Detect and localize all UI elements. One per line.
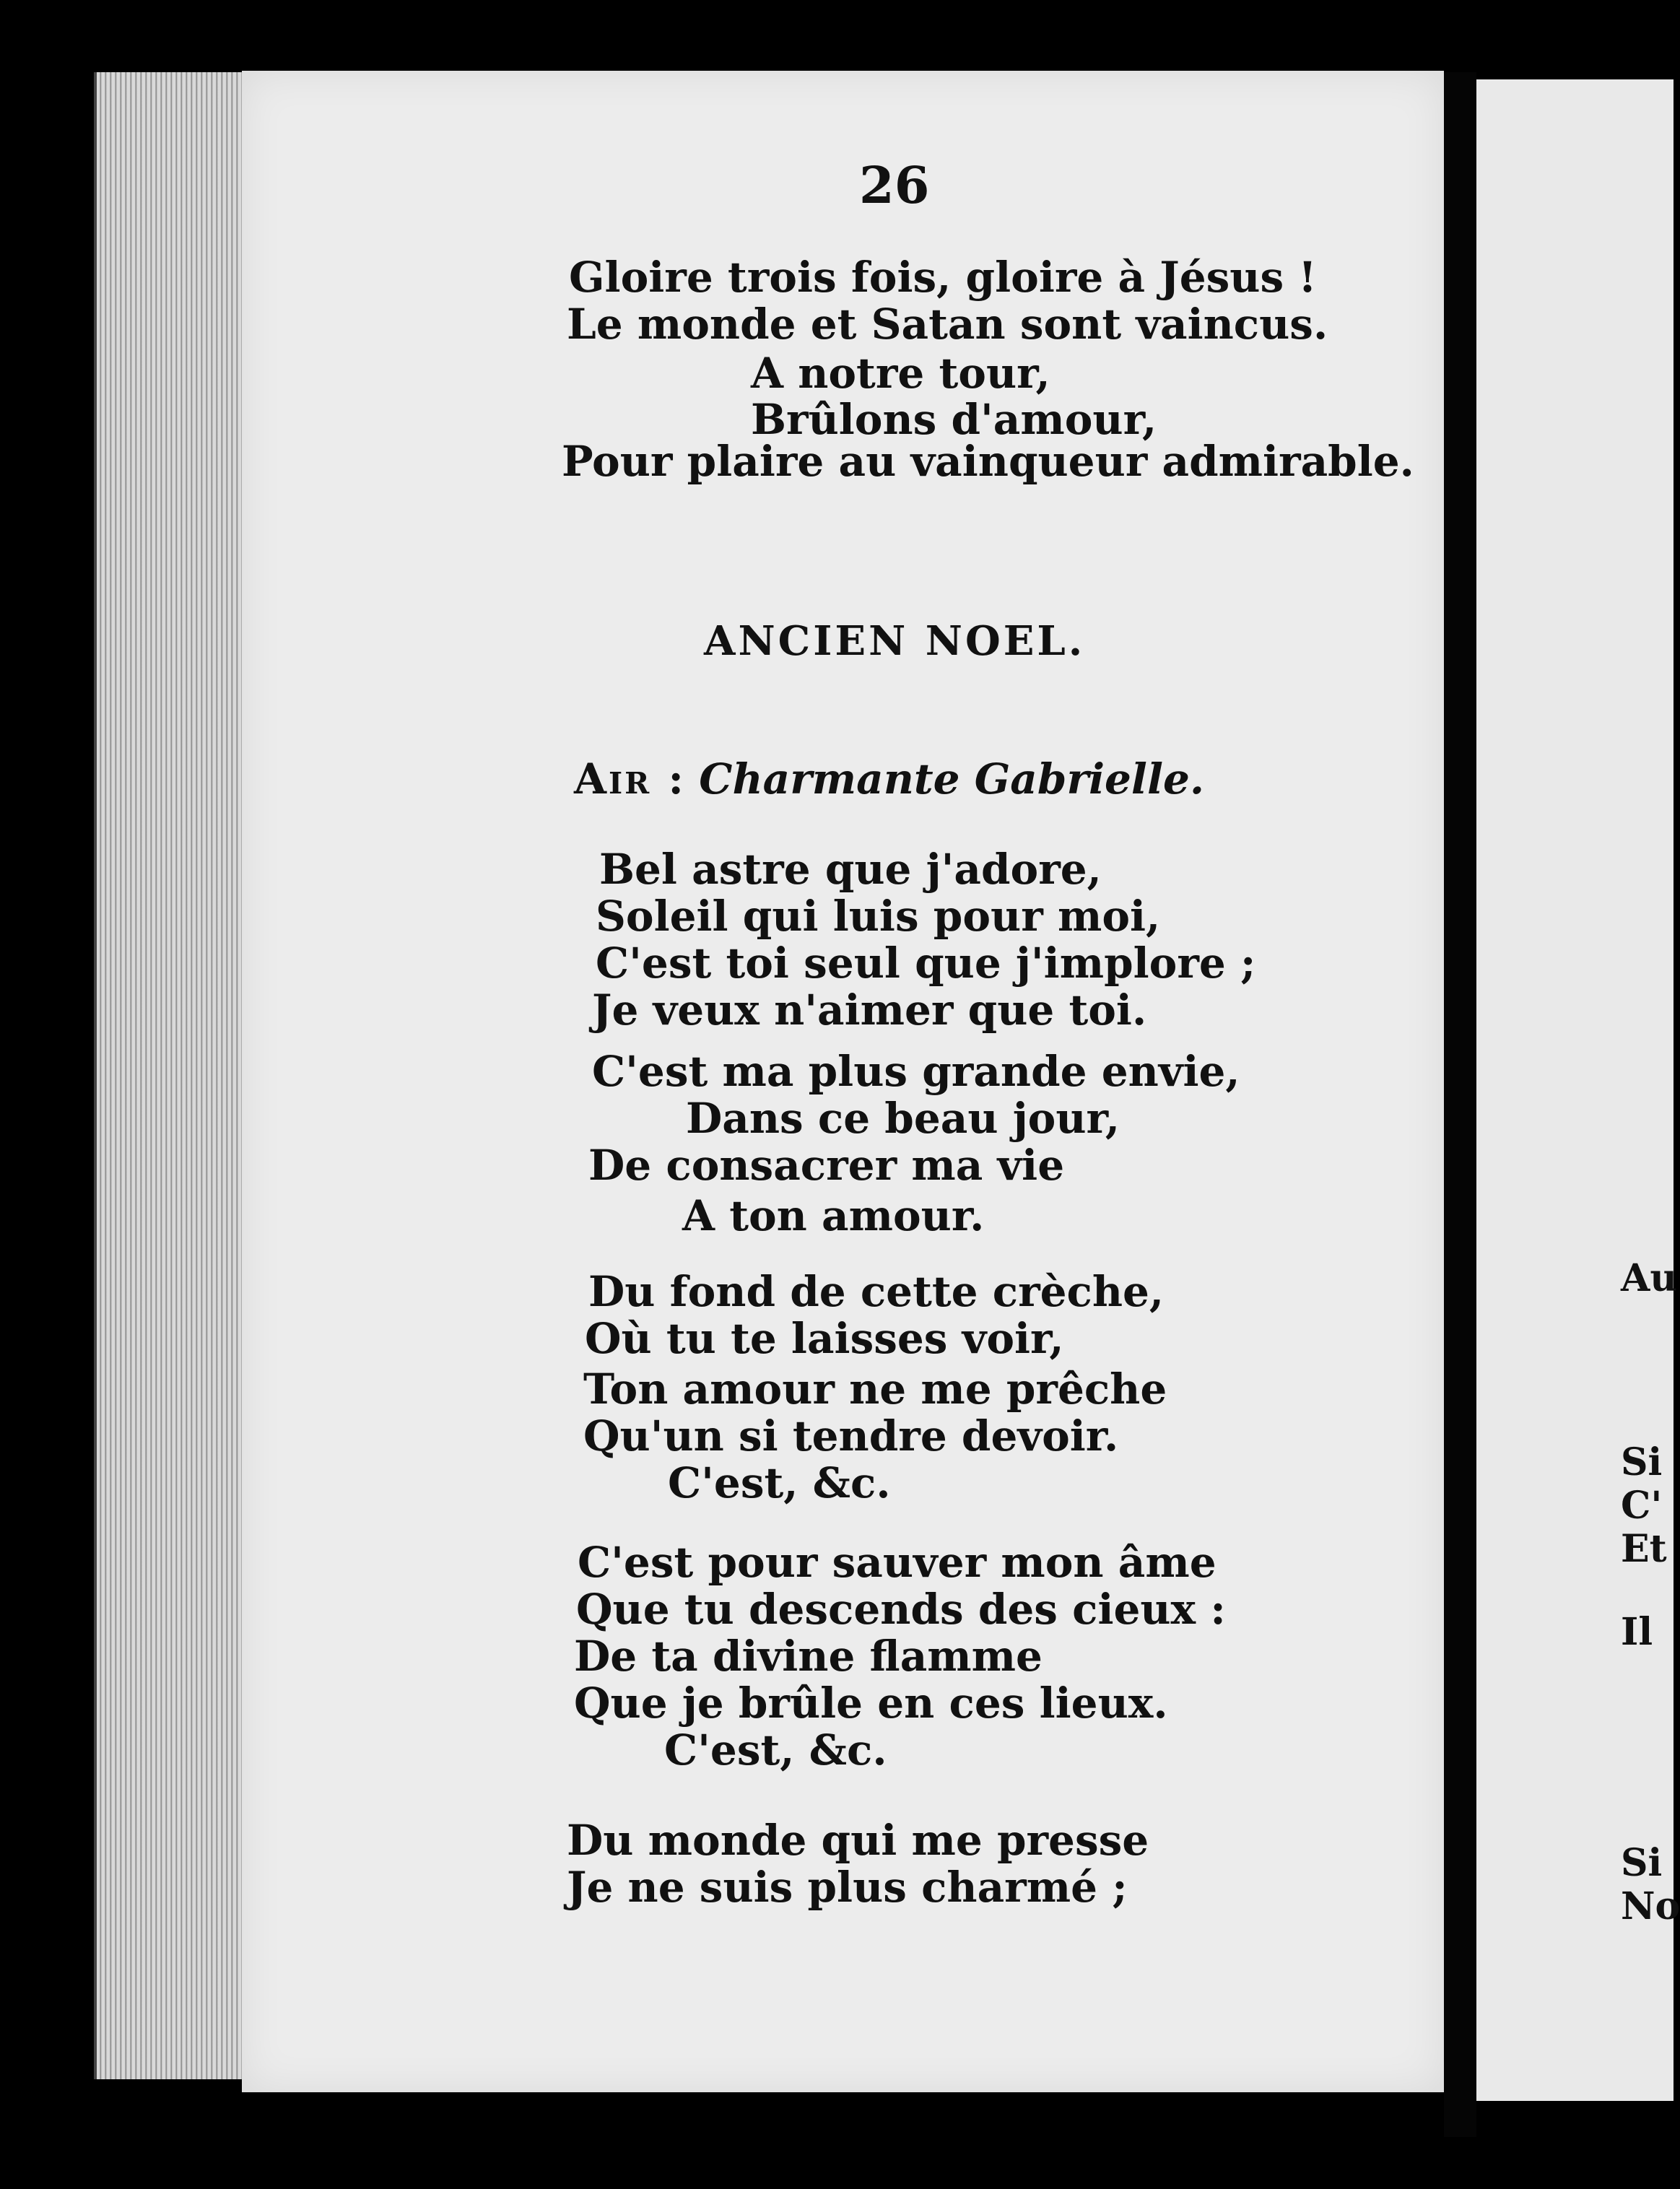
next-page-fragment: Si bbox=[1621, 1440, 1663, 1484]
air-label: Air : bbox=[574, 754, 686, 804]
next-page bbox=[1476, 79, 1680, 2101]
page-number: 26 bbox=[859, 155, 930, 215]
stanza-line: Le monde et Satan sont vaincus. bbox=[567, 300, 1328, 349]
stanza-line: Pour plaire au vainqueur admirable. bbox=[562, 437, 1414, 486]
song-heading: ANCIEN NOEL. bbox=[704, 617, 1086, 665]
verse-line: Où tu te laisses voir, bbox=[585, 1314, 1064, 1363]
verse-line: C'est toi seul que j'implore ; bbox=[596, 939, 1256, 988]
book-gutter bbox=[1444, 72, 1476, 2137]
verse-line: Que je brûle en ces lieux. bbox=[574, 1679, 1168, 1728]
verse-line: C'est, &c. bbox=[668, 1458, 891, 1507]
stanza-line: A notre tour, bbox=[751, 349, 1050, 398]
verse-line: Bel astre que j'adore, bbox=[599, 845, 1102, 894]
tune-name: Charmante Gabrielle. bbox=[699, 754, 1205, 804]
verse-line: C'est ma plus grande envie, bbox=[592, 1047, 1240, 1096]
verse-line: C'est, &c. bbox=[664, 1725, 887, 1775]
next-page-fragment: No bbox=[1621, 1884, 1680, 1928]
verse-line: Soleil qui luis pour moi, bbox=[596, 892, 1161, 941]
verse-line: Que tu descends des cieux : bbox=[576, 1585, 1226, 1634]
air-line bbox=[574, 754, 1204, 804]
next-page-fragment: C' bbox=[1621, 1484, 1663, 1528]
next-page-fragment: Il bbox=[1621, 1610, 1653, 1654]
verse-line: De ta divine flamme bbox=[574, 1632, 1043, 1681]
verse-line: Dans ce beau jour, bbox=[686, 1094, 1120, 1143]
stanza-line: Gloire trois fois, gloire à Jésus ! bbox=[569, 253, 1317, 302]
verse-line: Du monde qui me presse bbox=[567, 1816, 1149, 1865]
next-page-fragment: Et bbox=[1621, 1527, 1667, 1571]
verse-line: Je veux n'aimer que toi. bbox=[592, 985, 1147, 1035]
verse-line: Je ne suis plus charmé ; bbox=[567, 1863, 1128, 1912]
verse-line: Du fond de cette crèche, bbox=[588, 1267, 1165, 1316]
next-page-fragment: Si bbox=[1621, 1841, 1663, 1885]
verse-line: Qu'un si tendre devoir. bbox=[583, 1411, 1119, 1461]
stanza-line: Brûlons d'amour, bbox=[751, 395, 1157, 444]
verse-line: A ton amour. bbox=[682, 1191, 985, 1240]
verse-line: De consacrer ma vie bbox=[588, 1141, 1065, 1190]
verse-line: C'est pour sauver mon âme bbox=[578, 1538, 1217, 1587]
page-edges bbox=[94, 72, 248, 2079]
next-page-fragment: Au bbox=[1621, 1256, 1678, 1300]
verse-line: Ton amour ne me prêche bbox=[583, 1365, 1167, 1414]
